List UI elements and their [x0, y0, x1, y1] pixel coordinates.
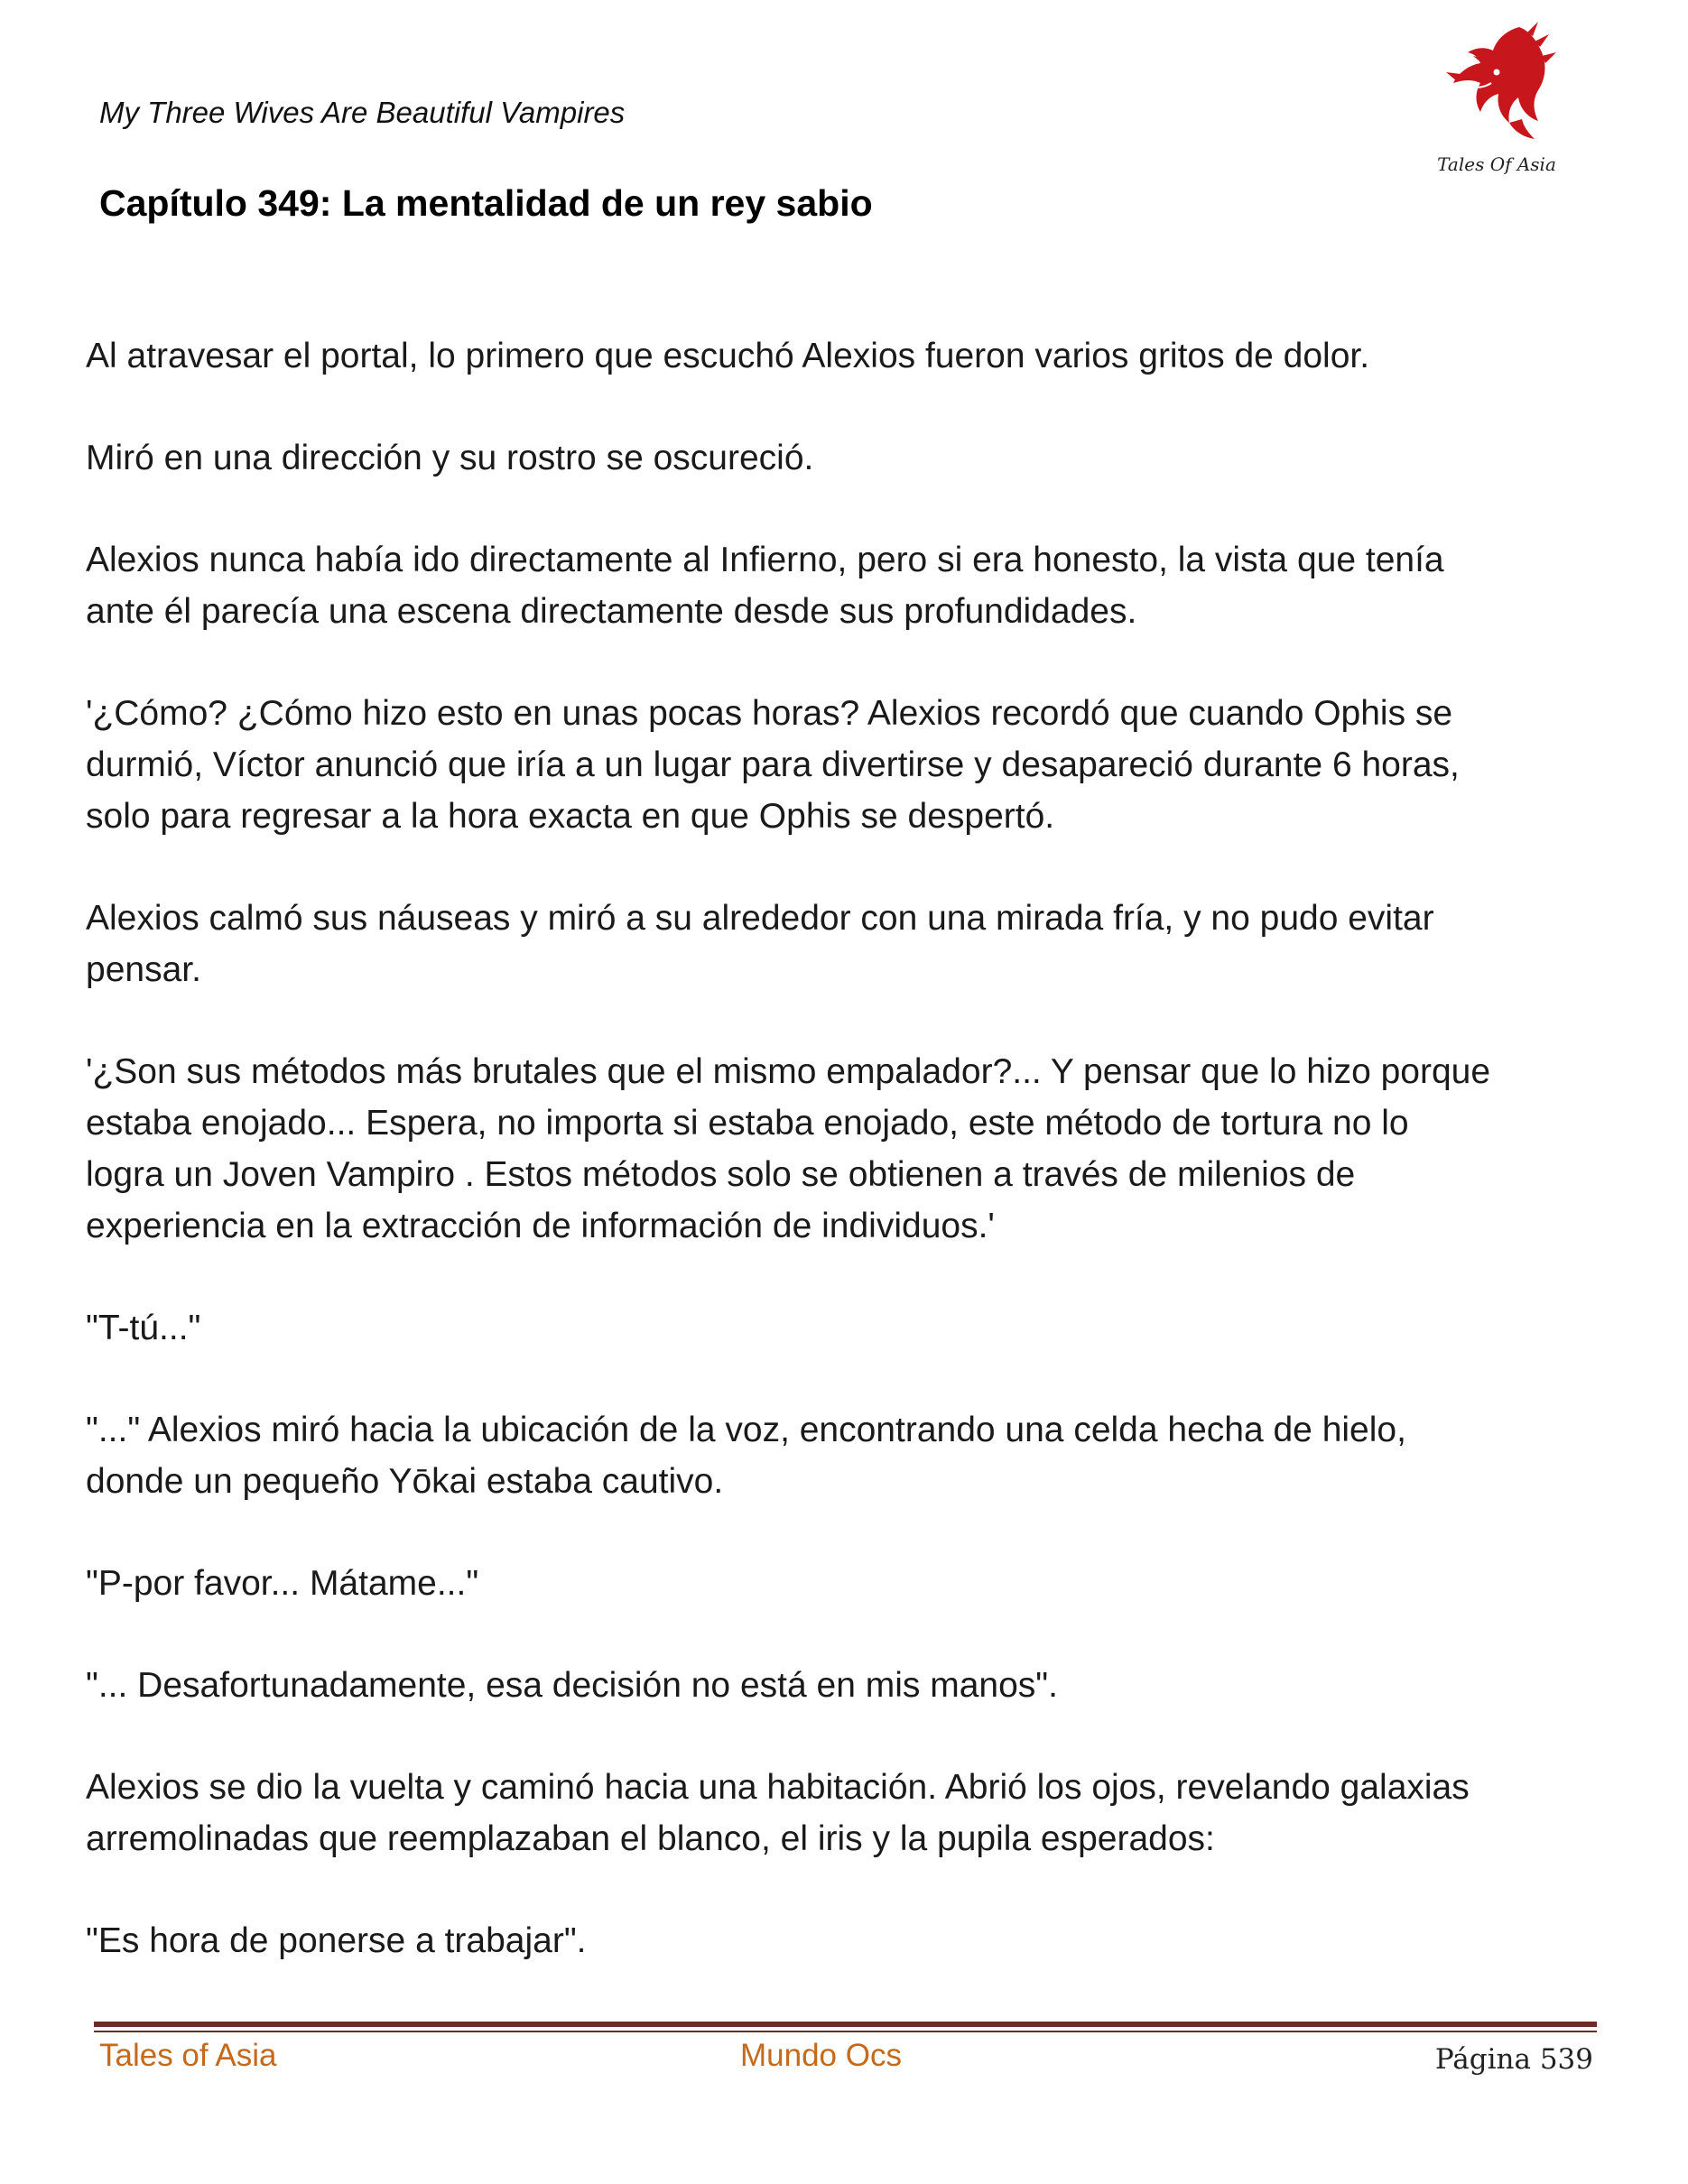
paragraph: Alexios nunca había ido directamente al Infierno, pero si era honesto, la vista que tenía ante él parecía una escena directamente desde sus profundidades. — [86, 541, 1444, 631]
paragraph: "P-por favor... Mátame..." — [86, 1564, 479, 1603]
page-number: Página 539 — [1434, 2043, 1593, 2076]
paragraph: "... Desafortunadamente, esa decisión no está en mis manos". — [86, 1666, 1058, 1705]
paragraph: '¿Son sus métodos más brutales que el mismo empalador?... Y pensar que lo hizo porque estaba enojado... Espera, no importa si estaba enojado, este método de tortura no lo logra un Joven Vampiro . Estos métodos solo se obtienen a través de milenios de experiencia en la extracción de información de individuos.' — [86, 1052, 1491, 1245]
tales-of-asia-logo — [1433, 20, 1560, 182]
paragraph: Alexios se dio la vuelta y caminó hacia una habitación. Abrió los ojos, revelando galaxias arremolinadas que reemplazaban el blanco, el iris y la pupila esperados: — [86, 1768, 1470, 1858]
footer-divider — [94, 2022, 1597, 2027]
paragraph: Alexios calmó sus náuseas y miró a su alrededor con una mirada fría, y no pudo evitar pensar. — [86, 899, 1434, 989]
paragraph: "T-tú..." — [86, 1309, 201, 1347]
footer-site-name: Tales of Asia — [99, 2038, 277, 2073]
chapter-body — [86, 330, 1620, 2017]
book-title: My Three Wives Are Beautiful Vampires — [99, 96, 626, 129]
chapter-title: Capítulo 349: La mentalidad de un rey sabio — [99, 182, 873, 224]
paragraph: Al atravesar el portal, lo primero que escuchó Alexios fueron varios gritos de dolor. — [86, 337, 1370, 375]
footer-section-name: Mundo Ocs — [740, 2038, 902, 2073]
paragraph: "Es hora de ponerse a trabajar". — [86, 1921, 587, 1960]
paragraph: '¿Cómo? ¿Cómo hizo esto en unas pocas horas? Alexios recordó que cuando Ophis se durmió, Víctor anunció que iría a un lugar para divertirse y desapareció durante 6 horas, solo para regresar a la hora exacta en que Ophis se despertó. — [86, 694, 1460, 836]
paragraph: "..." Alexios miró hacia la ubicación de la voz, encontrando una celda hecha de hielo, donde un pequeño Yōkai estaba cautivo. — [86, 1411, 1406, 1501]
footer-divider-thin — [94, 2031, 1597, 2032]
logo-text: Tales Of Asia — [1437, 153, 1556, 175]
dragon-logo-icon — [1433, 20, 1560, 155]
paragraph: Miró en una dirección y su rostro se oscureció. — [86, 439, 814, 477]
